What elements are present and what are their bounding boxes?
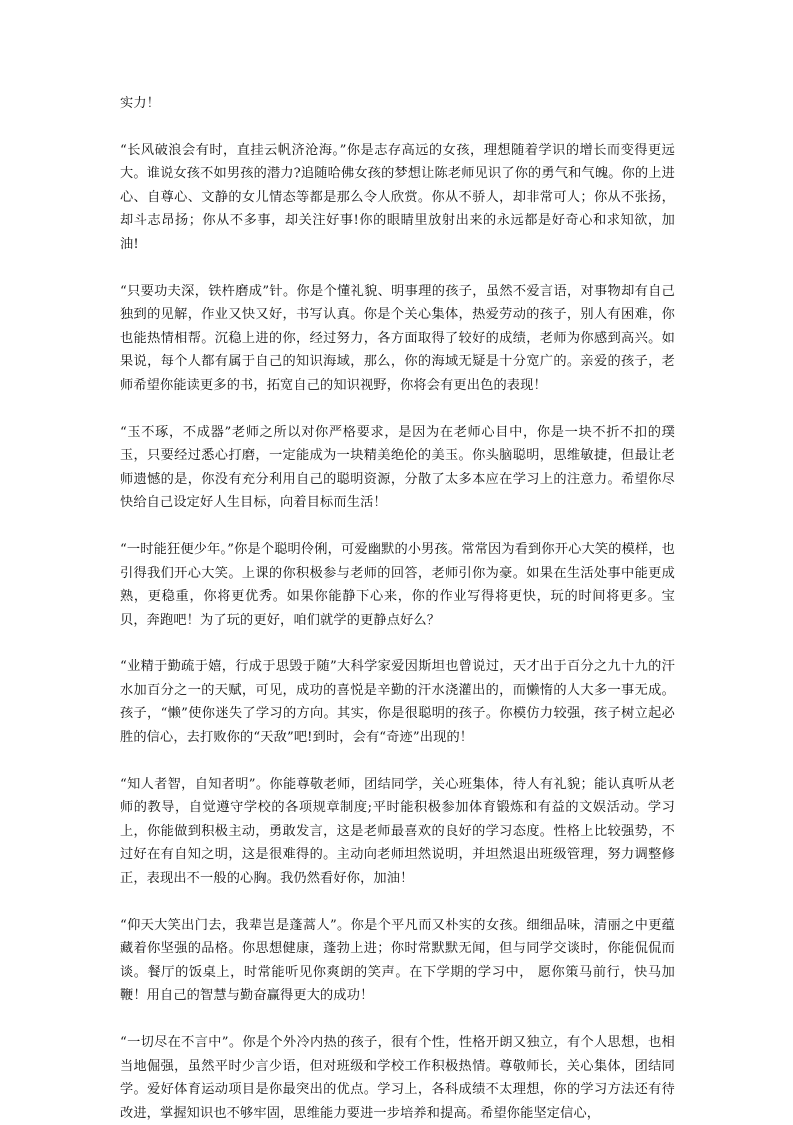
comment-paragraph-1: “长风破浪会有时，直挂云帆济沧海。”你是志存高远的女孩，理想随着学识的增长而变得更远大。谁说女孩不如男孩的潜力?追随哈佛女孩的梦想让陈老师见识了你的勇气和气魄。你的上进心、自尊心、文静的女儿情态等都是那么令人欣赏。你从不骄人，却非常可人；你从不张扬，却斗志昂扬；你从不多事，却关注好事!你的眼睛里放射出来的永远都是好奇心和求知欲，加油!	[120, 142, 675, 252]
comment-paragraph-7: “仰天大笑出门去，我辈岂是蓬蒿人”。你是个平凡而又朴实的女孩。细细品味，清丽之中更蕴藏着你坚强的品格。你思想健康，蓬勃上进；你时常默默无闻，但与同学交谈时，你能侃侃而谈。餐厅的饭桌上，时常能听见你爽朗的笑声。在下学期的学习中， 愿你策马前行，快马加鞭！用自己的智慧与勤奋赢得更大的成功！	[120, 917, 675, 1004]
comment-paragraph-3: “玉不琢，不成器”老师之所以对你严格要求，是因为在老师心目中，你是一块不折不扣的璞玉，只要经过悉心打磨，一定能成为一块精美绝伦的美玉。你头脑聪明，思维敏捷，但最让老师遗憾的是，你没有充分利用自己的聪明资源，分散了太多本应在学习上的注意力。希望你尽快给自己设定好人生目标，向着目标而生活！	[120, 424, 675, 511]
comment-paragraph-5: “业精于勤疏于嬉，行成于思毁于随”大科学家爱因斯坦也曾说过，天才出于百分之九十九的汗水加百分之一的天赋，可见，成功的喜悦是辛勤的汗水浇灌出的，而懒惰的人大多一事无成。孩子，“懒”使你迷失了学习的方向。其实，你是很聪明的孩子。你模仿力较强，孩子树立起必胜的信心，去打败你的“天敌”吧!到时，会有“奇迹”出现的！	[120, 659, 675, 746]
comment-paragraph-6: “知人者智，自知者明”。你能尊敬老师，团结同学，关心班集体，待人有礼貌；能认真听从老师的教导，自觉遵守学校的各项规章制度;平时能积极参加体育锻炼和有益的文娱活动。学习上，你能做到积极主动，勇敢发言，这是老师最喜欢的良好的学习态度。性格上比较强势，不过好在有自知之明，这是很难得的。主动向老师坦然说明，并坦然退出班级管理，努力调整修正，表现出不一般的心胸。我仍然看好你，加油！	[120, 776, 675, 887]
comment-paragraph-8: “一切尽在不言中”。你是个外冷内热的孩子，很有个性，性格开朗又独立，有个人思想，也相当地倔强，虽然平时少言少语，但对班级和学校工作积极热情。尊敬师长，关心集体，团结同学。爱好体育运动项目是你最突出的优点。学习上，各科成绩不太理想，你的学习方法还有待改进，掌握知识也不够牢固，思维能力要进一步培养和提高。希望你能坚定信心，	[120, 1035, 675, 1121]
lead-line: 实力！	[120, 96, 161, 111]
comment-paragraph-4: “一时能狂便少年。”你是个聪明伶俐，可爱幽默的小男孩。常常因为看到你开心大笑的模样，也引得我们开心大笑。上课的你积极参与老师的回答，老师引你为豪。如果在生活处事中能更成熟，更稳重，你将更优秀。如果你能静下心来，你的作业写得将更快，玩的时间将更多。宝贝，奔跑吧！为了玩的更好，咱们就学的更静点好么？	[120, 541, 675, 628]
comment-paragraph-2: “只要功夫深，铁杵磨成”针。你是个懂礼貌、明事理的孩子，虽然不爱言语，对事物却有自己独到的见解，作业又快又好，书写认真。你是个关心集体，热爱劳动的孩子，别人有困难，你也能热情相帮。沉稳上进的你，经过努力，各方面取得了较好的成绩，老师为你感到高兴。如果说，每个人都有属于自己的知识海域，那么，你的海域无疑是十分宽广的。亲爱的孩子，老师希望你能读更多的书，拓宽自己的知识视野，你将会有更出色的表现！	[120, 283, 675, 393]
